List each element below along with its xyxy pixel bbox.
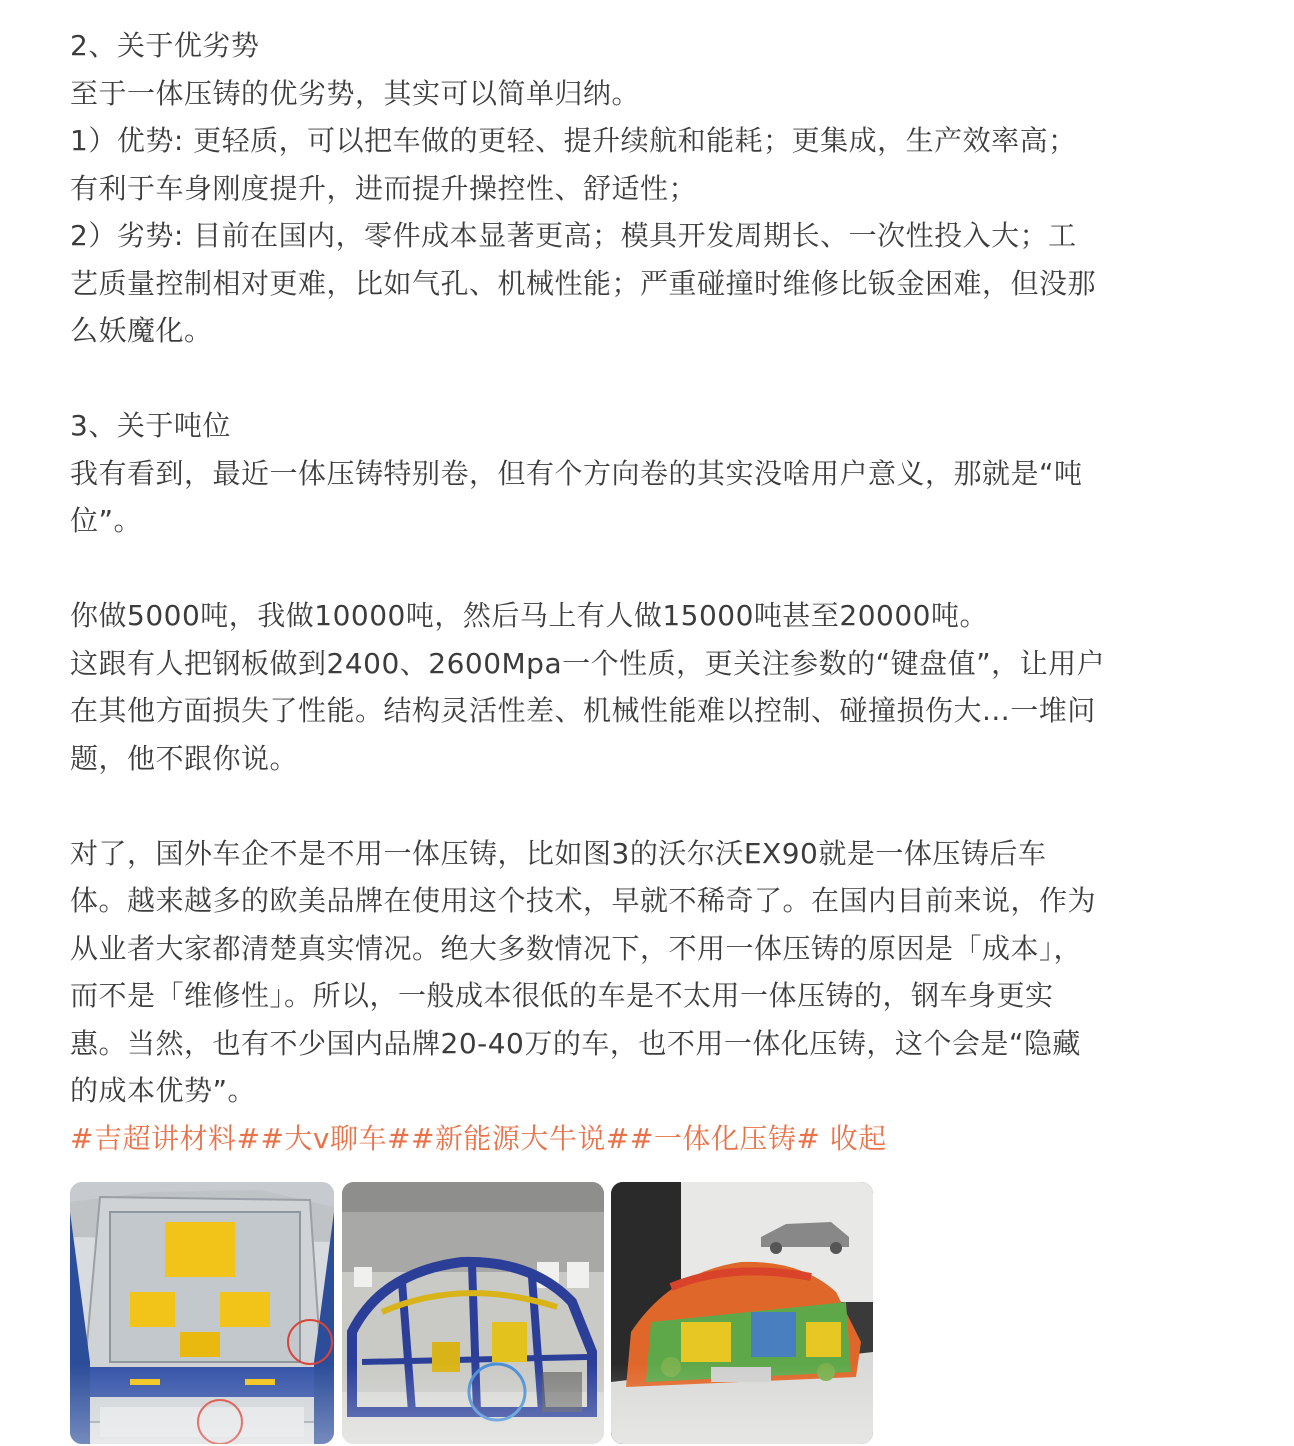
- post-line: 从业者大家都清楚真实情况。绝大多数情况下，不用一体压铸的原因是「成本」，: [70, 931, 1083, 965]
- post-line: 2）劣势: 目前在国内，零件成本显著更高；模具开发周期长、一次性投入大；工: [70, 219, 1077, 252]
- post-line: 么妖魔化。: [70, 314, 213, 347]
- hashtag-row: [70, 1115, 887, 1163]
- post-line: 3、关于吨位: [70, 409, 231, 442]
- paragraph-gap: [70, 782, 1150, 830]
- volvo-ex90-body-display-photo: [611, 1182, 873, 1444]
- post-line: 位”。: [70, 504, 143, 537]
- post-line: 我有看到，最近一体压铸特别卷，但有个方向卷的其实没啥用户意义，那就是“吨: [70, 456, 1083, 490]
- post-line: 而不是「维修性」。所以，一般成本很低的车是不太用一体压铸的，钢车身更实: [70, 979, 1054, 1012]
- paragraph-gap: [70, 355, 1150, 403]
- collapse-link[interactable]: 收起: [829, 1122, 887, 1155]
- post-line: 在其他方面损失了性能。结构灵活性差、机械性能难以控制、碰撞损伤大...一堆问: [70, 694, 1096, 727]
- blue-car-body-frame-photo: [342, 1182, 604, 1444]
- paragraph-gap: [70, 545, 1150, 593]
- post-image-2[interactable]: [342, 1182, 604, 1444]
- post-body: [70, 22, 1150, 1115]
- hashtag-link[interactable]: #一体化压铸#: [629, 1122, 821, 1155]
- post-line: 2、关于优劣势: [70, 29, 260, 62]
- post-line: 1）优势: 更轻质，可以把车做的更轻、提升续航和能耗；更集成，生产效率高；: [70, 124, 1077, 157]
- post-line: 你做5000吨，我做10000吨，然后马上有人做15000吨甚至20000吨。: [70, 599, 988, 632]
- post-line: 对了，国外车企不是不用一体压铸，比如图3的沃尔沃EX90就是一体压铸后车: [70, 836, 1047, 870]
- post-line: 题，他不跟你说。: [70, 741, 299, 775]
- post-line: 惠。当然，也有不少国内品牌20-40万的车，也不用一体化压铸，这个会是“隐藏: [70, 1026, 1081, 1060]
- post-line: 这跟有人把钢板做到2400、2600Mpa一个性质，更关注参数的“键盘值”，让用户: [70, 646, 1106, 680]
- post-image-3[interactable]: [611, 1182, 873, 1444]
- post-image-1[interactable]: [70, 1182, 334, 1444]
- post-line: 至于一体压铸的优劣势，其实可以简单归纳。: [70, 76, 641, 110]
- hashtag-link[interactable]: #新能源大牛说#: [410, 1122, 630, 1155]
- post-line: 的成本优势”。: [70, 1074, 257, 1107]
- white-body-underbody-photo: [70, 1182, 334, 1444]
- hashtag-link[interactable]: #大v聊车#: [260, 1122, 411, 1155]
- post-line: 体。越来越多的欧美品牌在使用这个技术，早就不稀奇了。在国内目前来说，作为: [70, 884, 1097, 917]
- hashtag-link[interactable]: #吉超讲材料#: [70, 1122, 261, 1155]
- post-line: 艺质量控制相对更难，比如气孔、机械性能；严重碰撞时维修比钣金困难，但没那: [70, 266, 1097, 300]
- post-line: 有利于车身刚度提升，进而提升操控性、舒适性；: [70, 171, 698, 205]
